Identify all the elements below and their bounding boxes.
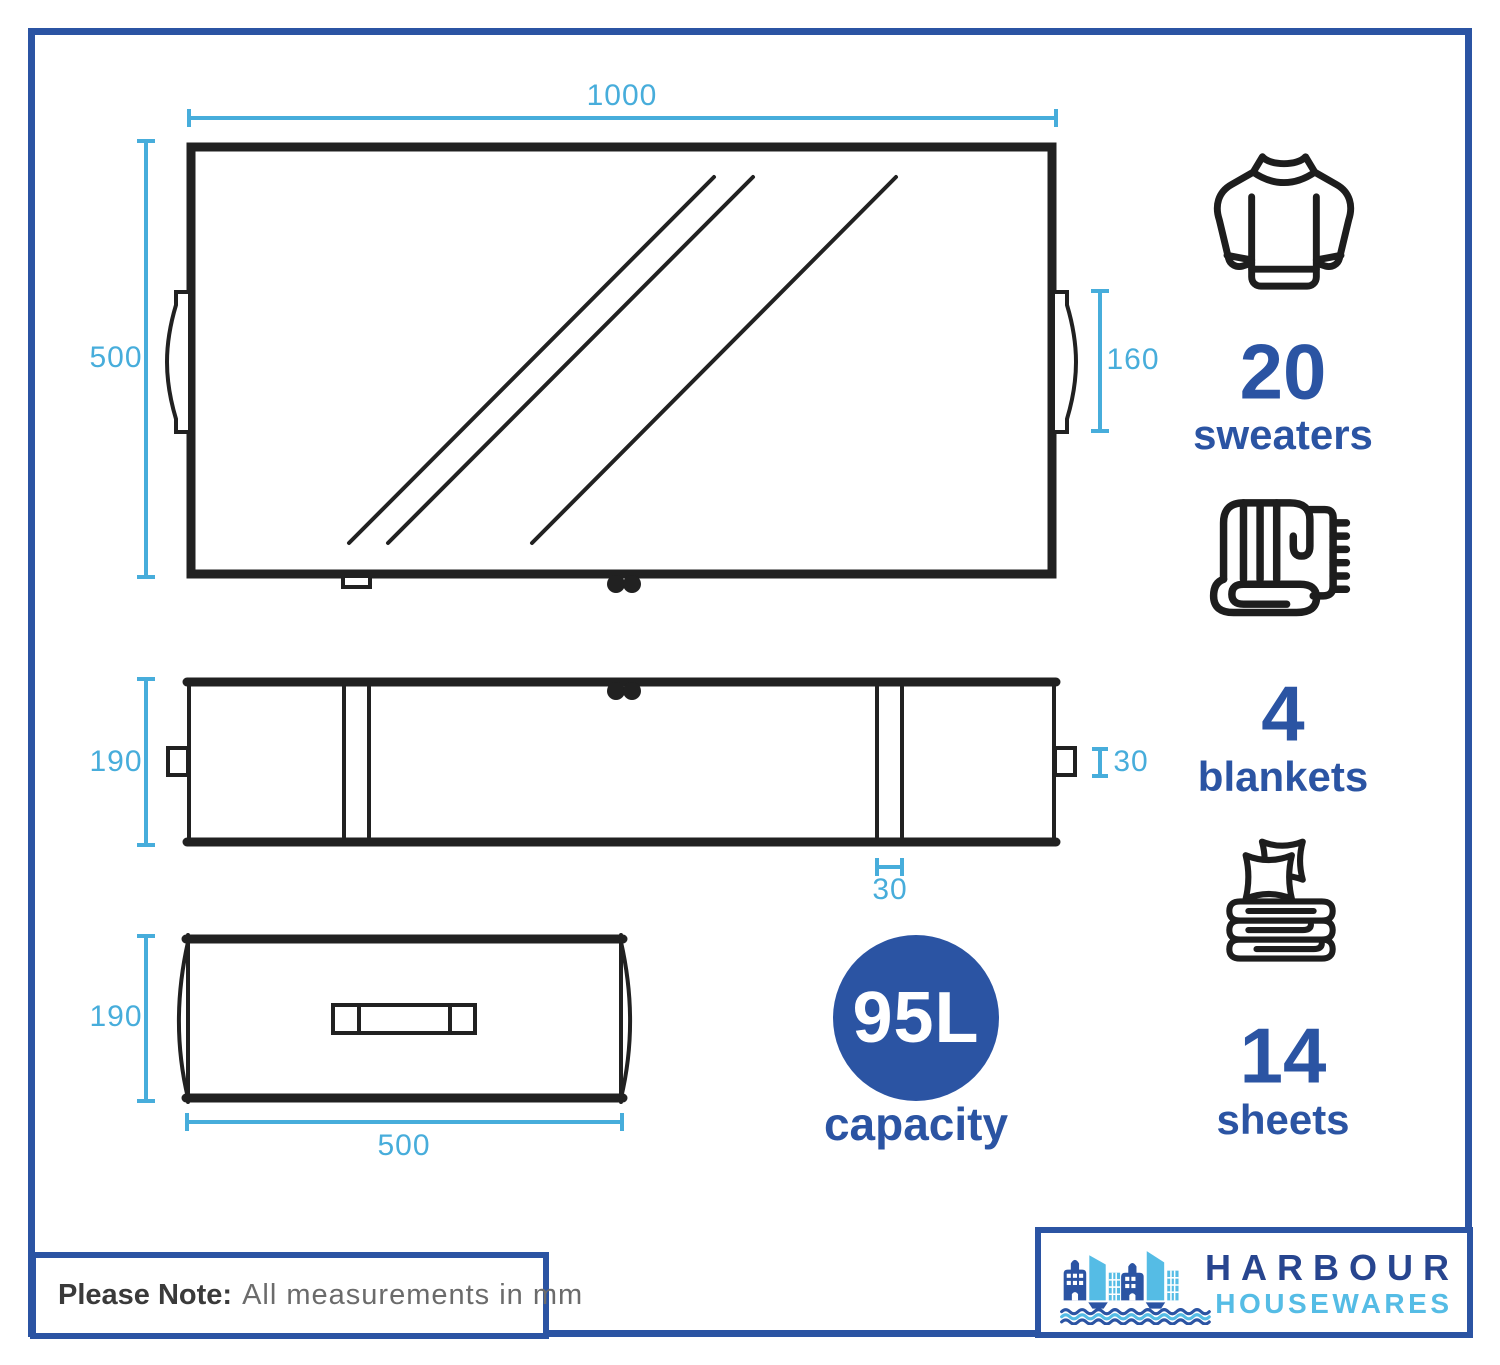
right-side-tab (1055, 748, 1075, 775)
straps (344, 687, 902, 837)
dim-label-end-height: 190 (89, 1000, 143, 1033)
end-view-drawing (179, 935, 630, 1102)
note-text: All measurements in mm (242, 1279, 584, 1311)
brand-name-line1: HARBOUR (1205, 1247, 1459, 1288)
sheets-count: 14 (1239, 1011, 1327, 1100)
left-side-tab (168, 748, 188, 775)
blankets-label: blankets (1197, 753, 1369, 800)
dim-label-handle-height: 160 (1106, 343, 1160, 376)
dim-label-side-height: 190 (89, 745, 143, 778)
dim-label-top-width: 1000 (586, 79, 658, 112)
capacity-badge (833, 935, 999, 1101)
dim-label-strap-width: 30 (872, 873, 908, 906)
capacity-label: capacity (823, 1098, 1009, 1150)
dim-label-tab-depth: 30 (1113, 745, 1149, 778)
dim-label-end-width: 500 (377, 1129, 431, 1162)
right-handle (1055, 292, 1076, 432)
end-handle (333, 1005, 475, 1033)
note-bold-text: Please Note: (58, 1279, 233, 1311)
brand-logo-box (1035, 1227, 1473, 1338)
blanket-icon (1195, 483, 1365, 649)
blankets-count: 4 (1261, 669, 1305, 758)
dim-label-top-height: 500 (89, 341, 143, 374)
sheets-label: sheets (1216, 1096, 1350, 1143)
sweaters-label: sweaters (1193, 411, 1373, 458)
side-view-drawing (168, 680, 1075, 844)
note-box (30, 1252, 584, 1339)
brand-name-line2: HOUSEWARES (1215, 1288, 1453, 1319)
sweater-icon (1205, 146, 1363, 300)
harbour-housewares-logo-icon (1057, 1245, 1217, 1325)
strap-tab (343, 578, 370, 587)
top-view-drawing (167, 147, 1076, 593)
sweaters-count: 20 (1239, 327, 1327, 416)
left-handle (167, 292, 188, 432)
sheets-icon (1213, 836, 1349, 986)
capacity-value: 95L (852, 978, 980, 1058)
